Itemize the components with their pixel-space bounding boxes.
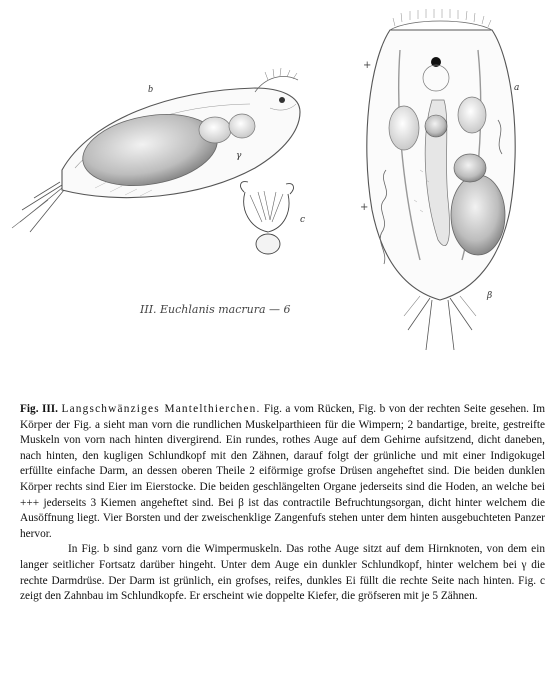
label-gamma: γ — [236, 151, 242, 161]
label-beta: β — [487, 291, 493, 301]
figure-b-side-view — [12, 68, 300, 232]
label-c: c — [300, 215, 306, 225]
caption-title: Langschwänziges Mantelthierchen. — [61, 403, 261, 415]
label-a: a — [514, 83, 520, 93]
plate-title: III. Euchlanis macrura — 6 — [140, 303, 291, 316]
caption-body-1: Fig. a vom Rücken, Fig. b von der rechten Seite gesehen. Im Körper der Fig. a sieht man vorn die rundlichen Muskelparthieen für die Wimpern; 2 bandartige, breite, gestreifte Muskeln von vorn nach hinten divergirend. Ein rundes, rothes Auge auf dem Gehirne aufsitzend, dicht daneben, nach hinten, den kugligen Schlundkopf mit den Zähnen, darauf folgt der grünliche und mit einer Indigokugel erfüllte einfache Darm, an dessen oberen Theile 2 eiförmige grofse Drüsen angeheftet sind. Die beiden dunklen Körper rechts sind Eier im Eierstocke. Die beiden geschlängelten Organe jederseits sind die Hoden, an welche bei +++ jederseits 3 Kiemen angeheftet sind. Bei β ist das contractile Befruchtungsorgan, dicht hinter welchem die Ausöffnung liegt. Vier Borsten und der zweischenklige Zangenfufs stehen unter dem hinten ausgebuchteten Panzer hervor. — [20, 403, 546, 540]
label-b: b — [148, 84, 153, 95]
plus-marker-lower: + — [360, 202, 369, 213]
caption-paragraph-2: In Fig. b sind ganz vorn die Wimpermuskeln. Das rothe Auge sitzt auf dem Hirnknoten, von dem ein langer seitlicher Fortsatz darüber hingeht. Unter dem Auge ein dunkler Schlundkopf, hinter welchem bei γ die rechte Darmdrüse. Der Darm ist grünlich, ein grofses, reifes, dunkles Ei füllt die rechte Seite nach hinten. Fig. c zeigt den Zahnbau im Schlundkopfe. Er erscheint wie doppelte Kiefer, die gröfseren mit je 5 Zähnen. — [20, 543, 545, 603]
plus-marker-upper: + — [363, 60, 372, 71]
caption-figure-number: Fig. III. — [20, 403, 58, 415]
figure-a-dorsal-view — [367, 9, 515, 350]
caption-text — [20, 402, 545, 605]
caption-paragraph-1 — [20, 402, 545, 542]
figure-c-jaws — [241, 182, 294, 254]
